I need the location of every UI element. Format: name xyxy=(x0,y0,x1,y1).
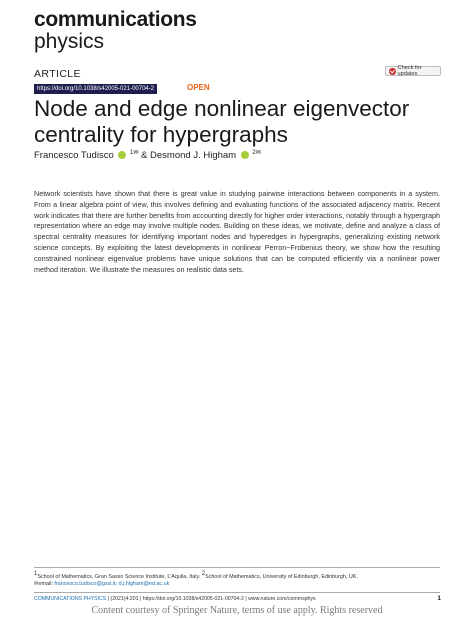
footer-citation xyxy=(34,596,316,602)
affiliation-line xyxy=(34,571,440,581)
affiliations xyxy=(34,571,440,588)
article-title: Node and edge nonlinear eigenvector centrality for hypergraphs xyxy=(34,96,410,147)
affiliation-text: School of Mathematics, University of Edinburgh, Edinburgh, UK. xyxy=(205,573,358,580)
email-line xyxy=(34,581,440,588)
author-affiliation-marker: 1✉ xyxy=(130,150,139,156)
journal-name-line2: physics xyxy=(34,30,105,53)
email-links[interactable]: francesco.tudisco@gssi.it; d.j.higham@ed.ac.uk xyxy=(54,581,170,587)
author-name[interactable]: Desmond J. Higham xyxy=(150,150,237,162)
author-list xyxy=(34,149,261,161)
journal-name-line1: communications xyxy=(34,8,197,31)
footnote-divider xyxy=(34,567,440,568)
author-separator: & xyxy=(141,150,148,162)
orcid-icon[interactable] xyxy=(241,151,249,159)
doi-link[interactable]: https://doi.org/10.1038/s42005-021-00704-2 xyxy=(34,84,157,94)
author-name[interactable]: Francesco Tudisco xyxy=(34,150,114,162)
footer-citation-text: | (2021)4:201 | https://doi.org/10.1038/s42005-021-00704-2 | www.nature.com/commsphys xyxy=(107,596,316,602)
courtesy-notice: Content courtesy of Springer Nature, terms of use apply. Rights reserved xyxy=(91,605,383,616)
affiliation-marker: 2 xyxy=(201,571,206,577)
check-updates-icon xyxy=(389,68,396,75)
article-type-label: ARTICLE xyxy=(34,68,81,80)
footer-divider xyxy=(34,592,440,593)
affiliation-text: School of Mathematics, Gran Sasso Science Institute, L’Aquila, Italy. xyxy=(37,573,201,580)
author-affiliation-marker: 2✉ xyxy=(252,150,261,156)
journal-logo xyxy=(34,9,197,52)
check-for-updates-button[interactable] xyxy=(385,66,441,76)
email-prefix: ✉email: xyxy=(34,581,53,587)
footer-journal-name: COMMUNICATIONS PHYSICS xyxy=(34,596,107,602)
open-access-label: OPEN xyxy=(187,83,210,92)
orcid-icon[interactable] xyxy=(118,151,126,159)
affiliation-marker: 1 xyxy=(34,571,38,577)
abstract: Network scientists have shown that there is great value in studying pairwise interactions between components in a system. From a linear algebra point of view, this involves defining and evaluating functions of the associated adjacency matrix. Recent work indicates that there are further benefits from accounting directly for higher order interactions, notably through a hypergraph representation where an edge may involve multiple nodes. Building on these ideas, we motivate, define and analyze a class of spectral centrality measures for identifying important nodes and hyperedges in hypergraphs, generalizing existing network science concepts. By exploiting the latest developments in nonlinear Perron−Frobenius theory, we show how the resulting constrained nonlinear eigenvalue problems have unique solutions that can be computed efficiently via a nonlinear power method iteration. We illustrate the measures on realistic data sets. xyxy=(34,189,440,274)
check-updates-label: Check for updates xyxy=(397,65,422,77)
page-number: 1 xyxy=(437,595,441,602)
